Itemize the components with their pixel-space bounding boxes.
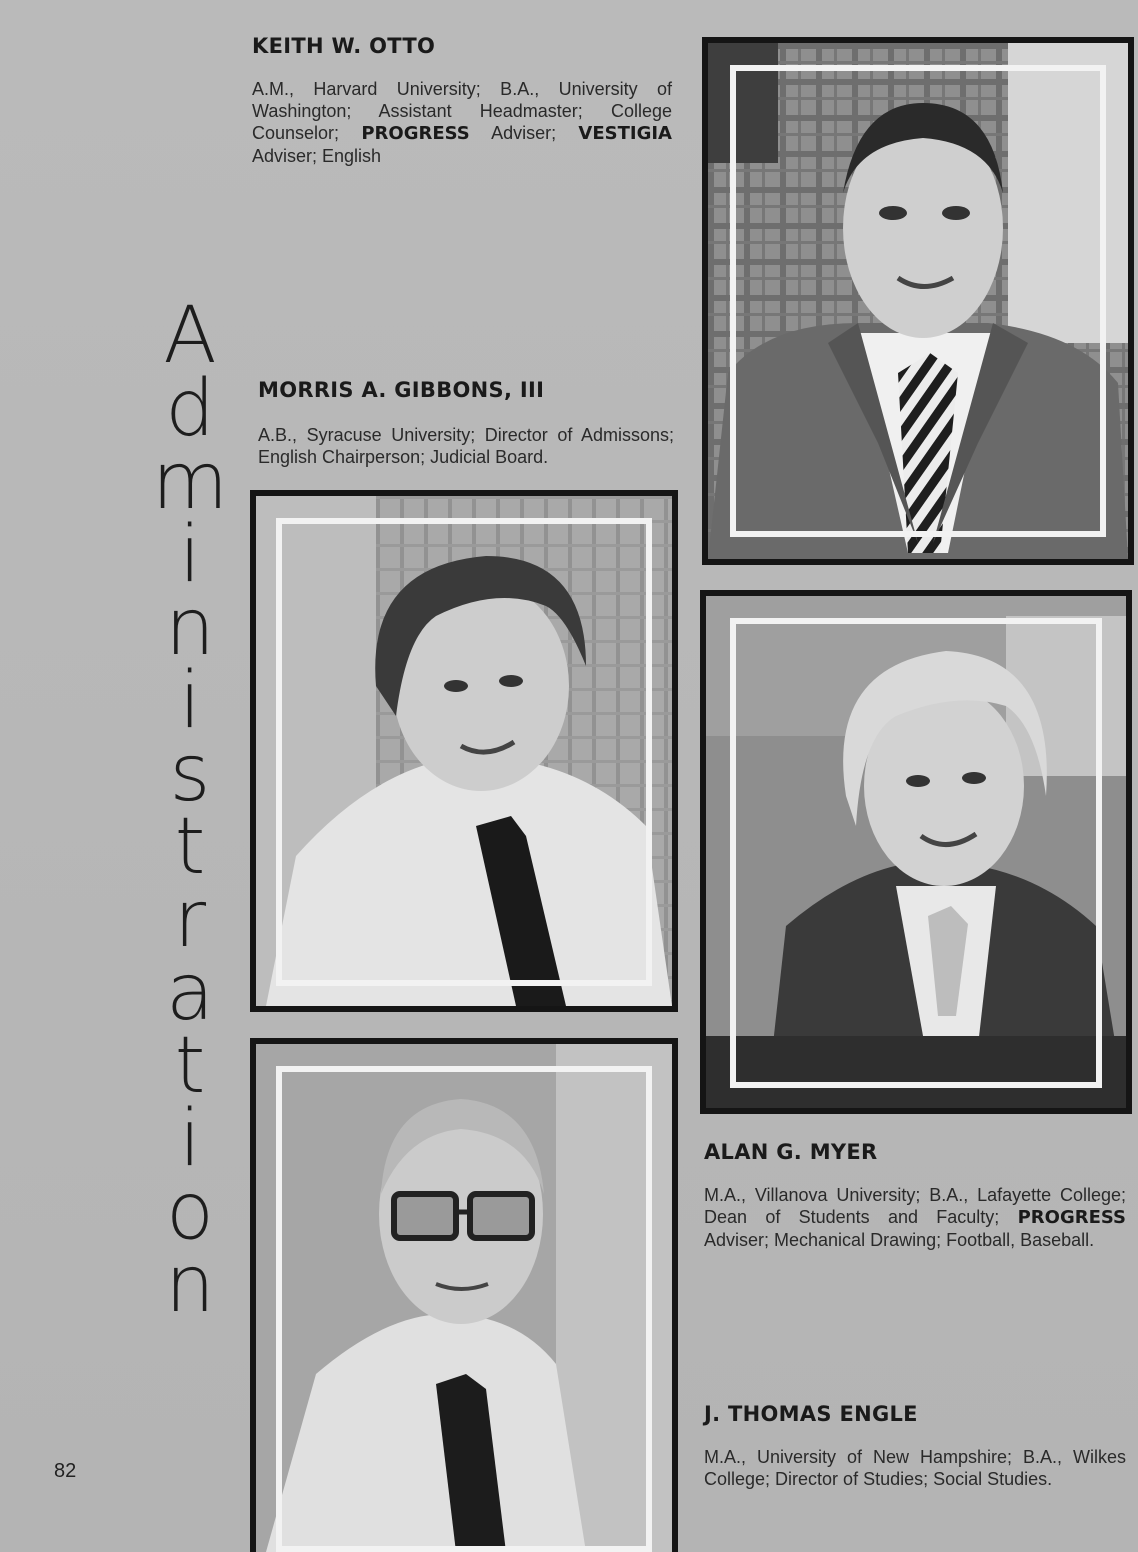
section-title-letter: s — [169, 729, 211, 819]
section-title-letter: i — [179, 1094, 201, 1184]
staff-bio-myer — [704, 1184, 1126, 1251]
staff-name-myer: ALAN G. MYER — [704, 1140, 878, 1164]
bio-text: A.B., Syracuse University; Director of Admissons; English Chairperson; Judicial Board. — [258, 425, 674, 467]
bio-text: Adviser; Mechanical Drawing; Football, Baseball. — [704, 1230, 1095, 1250]
portrait-photo-otto — [702, 37, 1134, 565]
section-title-letter: i — [179, 510, 201, 600]
section-title-letter: i — [179, 656, 201, 746]
staff-name-otto: KEITH W. OTTO — [252, 34, 436, 58]
section-title-letter: a — [166, 948, 214, 1038]
bio-text: Adviser; English — [252, 146, 382, 166]
bio-emphasis: PROGRESS — [361, 123, 470, 144]
staff-bio-otto — [252, 78, 672, 167]
portrait-photo-gibbons — [250, 490, 678, 1012]
section-title-letter: t — [174, 1021, 206, 1111]
section-title-letter: t — [174, 802, 206, 892]
section-title-letter: o — [166, 1167, 214, 1257]
photo-inner-border — [276, 1066, 652, 1552]
portrait-photo-myer — [700, 590, 1132, 1114]
bio-text: M.A., Villanova University; B.A., Lafayette College; Dean of Students and Faculty; — [704, 1185, 1126, 1227]
portrait-photo-engle — [250, 1038, 678, 1552]
photo-inner-border — [276, 518, 652, 986]
staff-name-engle: J. THOMAS ENGLE — [704, 1402, 918, 1426]
page-number: 82 — [54, 1460, 77, 1482]
staff-bio-engle — [704, 1446, 1126, 1490]
section-title-letter: r — [173, 875, 207, 965]
section-title-letter: n — [165, 583, 215, 673]
bio-text: M.A., University of New Hampshire; B.A., Wilkes College; Director of Studies; Social Studies. — [704, 1447, 1126, 1489]
bio-text: A.M., Harvard University; B.A., University of Washington; Assistant Headmaster; College Counselor; — [252, 79, 672, 143]
section-title-letter: m — [152, 437, 228, 527]
staff-bio-gibbons — [258, 424, 674, 468]
bio-text: Adviser; — [469, 123, 579, 143]
section-title-letter: d — [165, 364, 215, 454]
section-title-letter: A — [163, 291, 217, 381]
staff-name-gibbons: MORRIS A. GIBBONS, III — [258, 378, 545, 402]
bio-emphasis: PROGRESS — [1017, 1207, 1126, 1228]
photo-inner-border — [730, 65, 1106, 537]
photo-inner-border — [730, 618, 1102, 1088]
section-title-vertical — [140, 291, 240, 1330]
section-title-letter: n — [165, 1240, 215, 1330]
bio-emphasis: VESTIGIA — [578, 123, 672, 144]
